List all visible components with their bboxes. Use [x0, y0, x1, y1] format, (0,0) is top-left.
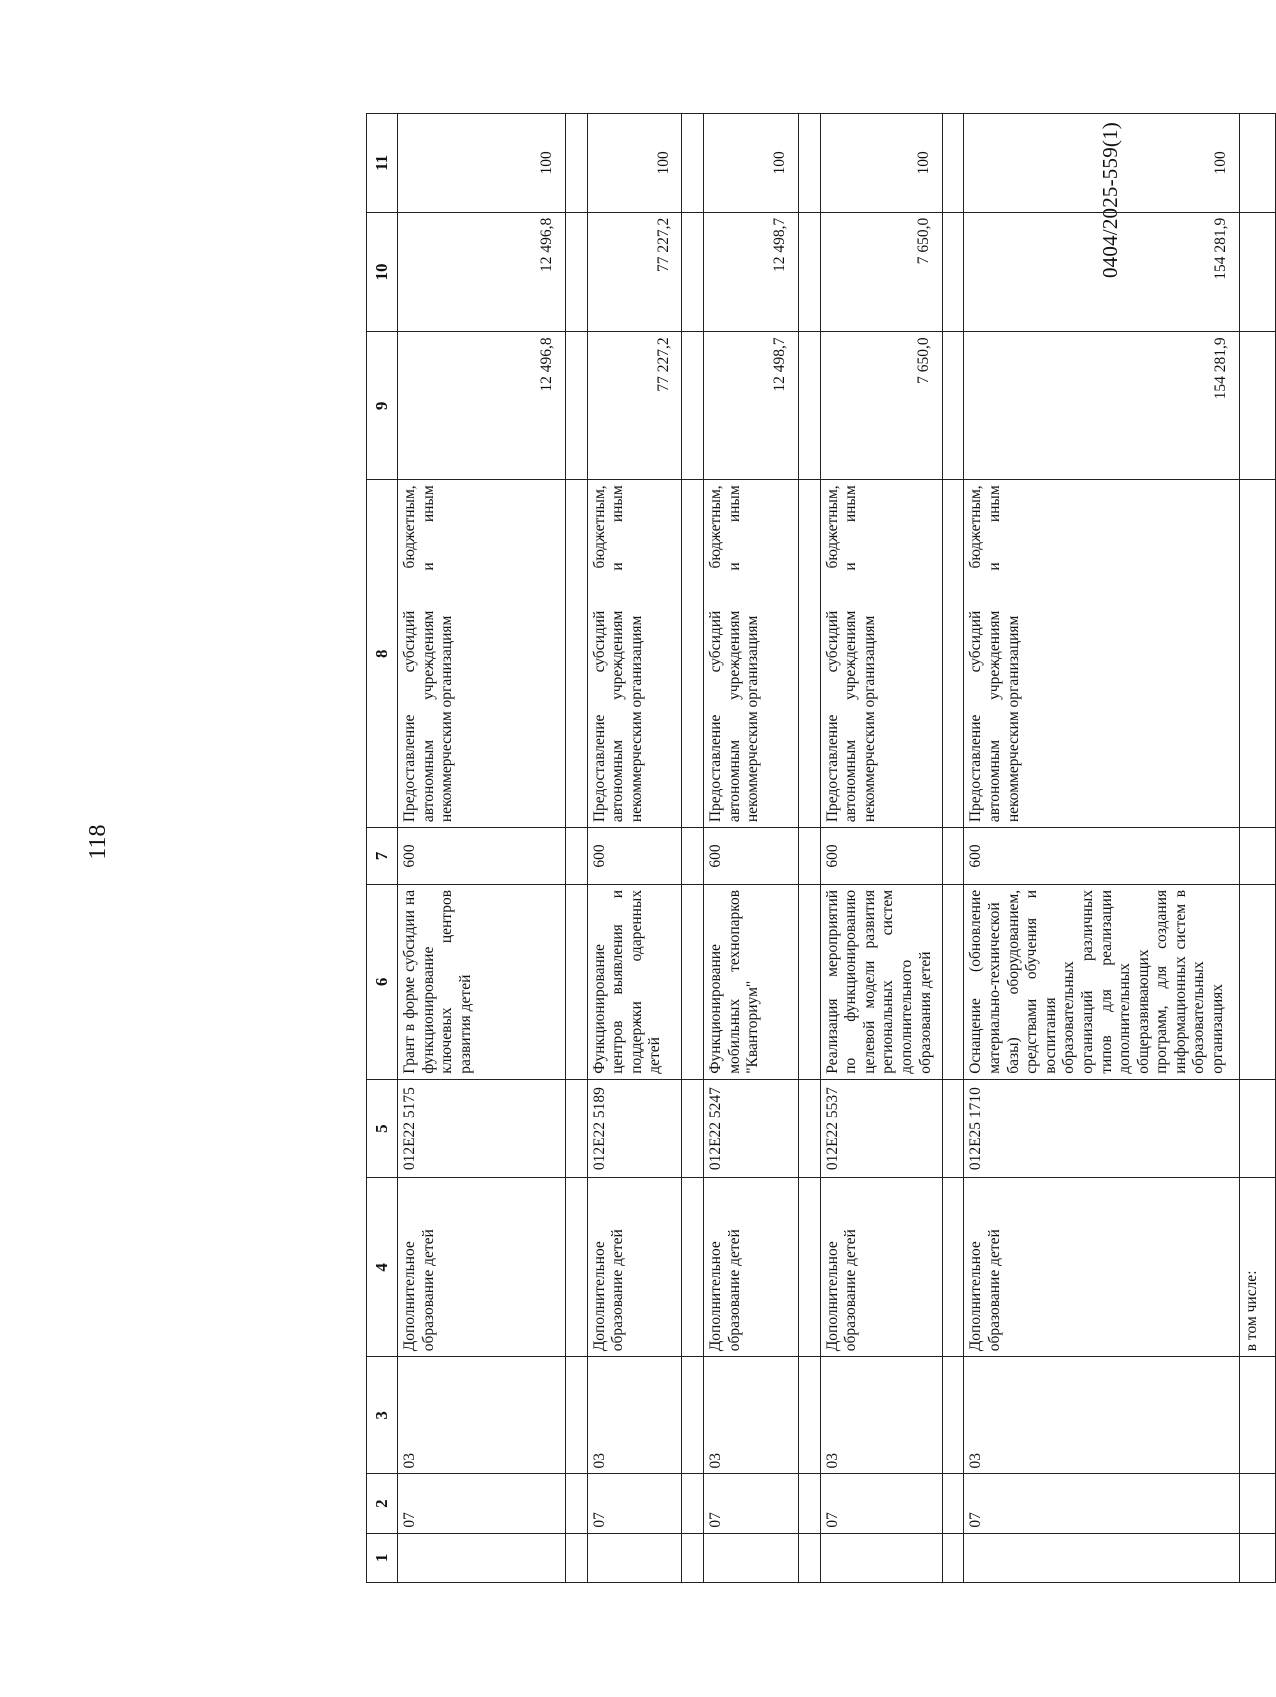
cell-target-name: Функционирование мобильных технопарков "Кванториум" [704, 884, 799, 1079]
header-row [367, 114, 398, 1583]
cell-subsection-name: Дополнительное образование детей [587, 1178, 682, 1357]
cell-expense-type: 600 [398, 828, 566, 885]
cell-amount-plan: 12 498,7 [704, 332, 799, 480]
cell-target-code: 012E22 5175 [398, 1079, 566, 1178]
cell-amount-plan: 77 227,2 [587, 332, 682, 480]
header-col-8: 8 [367, 480, 398, 828]
cell-expense-type: 600 [587, 828, 682, 885]
cell-subsection-name: Дополнительное образование детей [964, 1178, 1240, 1357]
cell-expense-type-name: Предоставление субсидий бюджетным, автономным учреждениям и иным некоммерческим организациям [964, 480, 1240, 828]
document-code: 0404/2025-559(1) [1098, 122, 1122, 279]
header-col-3: 3 [367, 1357, 398, 1474]
cell-target-code: 012E22 5537 [820, 1079, 942, 1178]
cell-amount-plan: 12 496,8 [398, 332, 566, 480]
cell-amount-fact: 77 227,2 [587, 212, 682, 332]
cell-expense-type-name: Предоставление субсидий бюджетным, автономным учреждениям и иным некоммерческим организациям [398, 480, 566, 828]
cell-number [820, 1533, 942, 1582]
header-col-2: 2 [367, 1474, 398, 1533]
cell-expense-type-name: Предоставление субсидий бюджетным, автономным учреждениям и иным некоммерческим организациям [587, 480, 682, 828]
cell-expense-type-name: Предоставление субсидий бюджетным, автономным учреждениям и иным некоммерческим организациям [704, 480, 799, 828]
cell-amount-fact: 12 498,7 [704, 212, 799, 332]
header-col-10: 10 [367, 212, 398, 332]
table-row [820, 114, 942, 1583]
cell-number [704, 1533, 799, 1582]
cell-target-code: 012E22 5189 [587, 1079, 682, 1178]
cell-amount-fact: 12 496,8 [398, 212, 566, 332]
table-row [587, 114, 682, 1583]
header-col-9: 9 [367, 332, 398, 480]
cell-amount-plan: 7 650,0 [820, 332, 942, 480]
cell-subsection: 03 [964, 1357, 1240, 1474]
table-row [704, 114, 799, 1583]
cell-amount-fact: 7 650,0 [820, 212, 942, 332]
cell-subsection: 03 [704, 1357, 799, 1474]
cell-subsection: 03 [820, 1357, 942, 1474]
spacer-row [942, 114, 964, 1583]
cell-section: 07 [587, 1474, 682, 1533]
cell-section: 07 [704, 1474, 799, 1533]
table-row [398, 114, 566, 1583]
cell-number [964, 1533, 1240, 1582]
cell-target-code: 012E22 5247 [704, 1079, 799, 1178]
budget-table-container [366, 113, 1276, 1583]
page-number: 118 [85, 824, 111, 860]
header-col-5: 5 [367, 1079, 398, 1178]
budget-table [366, 113, 1276, 1583]
cell-target-name: Функционирование центров выявления и поддержки одаренных детей [587, 884, 682, 1079]
spacer-row [798, 114, 820, 1583]
cell-section: 07 [964, 1474, 1240, 1533]
subtotal-row [1239, 114, 1275, 1583]
cell-amount-fact: 154 281,9 [964, 212, 1240, 332]
header-col-4: 4 [367, 1178, 398, 1357]
cell-number [587, 1533, 682, 1582]
cell-subsection-name: Дополнительное образование детей [704, 1178, 799, 1357]
cell-expense-type: 600 [820, 828, 942, 885]
header-col-1: 1 [367, 1533, 398, 1582]
subtotal-label: в том числе: [1239, 1178, 1275, 1357]
cell-target-name: Оснащение (обновление материально-технической базы) оборудованием, средствами обучения и воспитания образовательных организаций различных типов для реализации дополнительных общеразвивающих программ, для создания информационных систем в образовательных организациях [964, 884, 1240, 1079]
cell-subsection-name: Дополнительное образование детей [820, 1178, 942, 1357]
cell-number [398, 1533, 566, 1582]
cell-percent: 100 [964, 114, 1240, 213]
cell-target-name: Грант в форме субсидии на функционирование ключевых центров развития детей [398, 884, 566, 1079]
cell-expense-type: 600 [964, 828, 1240, 885]
cell-section: 07 [820, 1474, 942, 1533]
cell-expense-type: 600 [704, 828, 799, 885]
cell-percent: 100 [820, 114, 942, 213]
cell-subsection: 03 [587, 1357, 682, 1474]
spacer-row [682, 114, 704, 1583]
header-col-7: 7 [367, 828, 398, 885]
cell-target-code: 012E25 1710 [964, 1079, 1240, 1178]
header-col-6: 6 [367, 884, 398, 1079]
spacer-row [565, 114, 587, 1583]
cell-section: 07 [398, 1474, 566, 1533]
cell-target-name: Реализация мероприятий по функционированию целевой модели развития региональных систем дополнительного образования детей [820, 884, 942, 1079]
cell-percent: 100 [587, 114, 682, 213]
cell-percent: 100 [704, 114, 799, 213]
cell-amount-plan: 154 281,9 [964, 332, 1240, 480]
cell-subsection: 03 [398, 1357, 566, 1474]
cell-subsection-name: Дополнительное образование детей [398, 1178, 566, 1357]
cell-percent: 100 [398, 114, 566, 213]
table-row [964, 114, 1240, 1583]
header-col-11: 11 [367, 114, 398, 213]
cell-expense-type-name: Предоставление субсидий бюджетным, автономным учреждениям и иным некоммерческим организациям [820, 480, 942, 828]
